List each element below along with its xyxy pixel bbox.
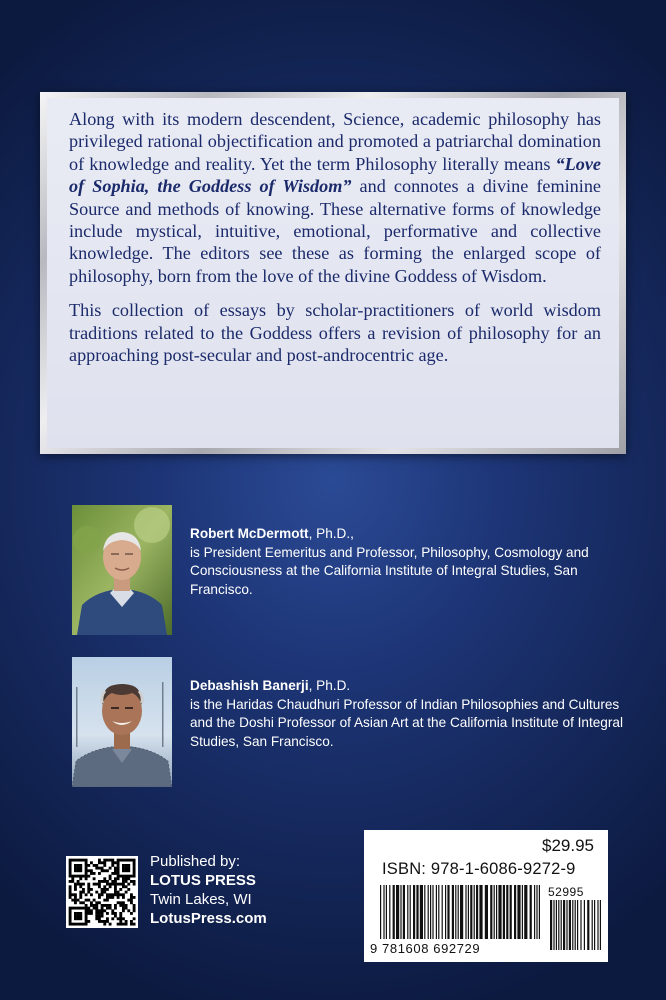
author-photo-banerji (72, 657, 172, 787)
blurb-paragraph-2: This collection of essays by scholar-practitioners of world wisdom traditions related to the Goddess offers a revision of philosophy for an approaching post-secular and post-androcentric age. (69, 300, 601, 366)
author-description: is the Haridas Chaudhuri Professor of Indian Philosophies and Cultures and the Doshi Professor of Asian Art at the California Institute of Integral Studies, San Francisco. (190, 696, 623, 749)
author-credential: , Ph.D. (308, 678, 351, 693)
isbn-label: ISBN: 978-1-6086-9272-9 (382, 860, 576, 878)
barcode-box (364, 830, 608, 962)
price-label: $29.95 (542, 836, 594, 855)
author-description: is President Eemeritus and Professor, Philosophy, Cosmology and Consciousness at the California Institute of Integral Studies, San Francisco. (190, 544, 589, 597)
author-name: Debashish Banerji (190, 678, 309, 693)
publisher-location: Twin Lakes, WI (150, 891, 252, 908)
blurb-paragraph-1 (69, 108, 601, 287)
blurb-panel-frame (40, 92, 626, 454)
barcode-ean-digits: 9 781608 692729 (370, 941, 481, 956)
publisher-info (150, 852, 267, 928)
blurb-text-b: and connotes a divine feminine Source and methods of knowing. These alternative forms of knowledge include mystical, intuitive, emotional, performative and collective knowledge. The editors see these as forming the enlarged scope of philosophy, born from the love of the divine Goddess of Wisdom. (69, 176, 601, 286)
barcode-addon-digits: 52995 (548, 885, 584, 899)
publisher-website[interactable]: LotusPress.com (150, 910, 267, 927)
blurb-text-a: Along with its modern descendent, Science, academic philosophy has privileged rational objectification and promoted a patriarchal domination of knowledge and reality. Yet the term Philosophy literally means (69, 109, 601, 174)
blurb-emphasis: “Love of Sophia, the Goddess of Wisdom” (69, 153, 601, 197)
author-photo-mcdermott (72, 505, 172, 635)
publisher-name: LOTUS PRESS (150, 872, 256, 889)
blurb-panel (47, 98, 619, 448)
author-bio-mcdermott (190, 525, 630, 599)
publisher-label: Published by: (150, 853, 241, 870)
qr-code-icon[interactable] (66, 856, 138, 928)
author-credential: , Ph.D., (308, 526, 354, 541)
author-bio-banerji (190, 677, 630, 751)
author-name: Robert McDermott (190, 526, 309, 541)
